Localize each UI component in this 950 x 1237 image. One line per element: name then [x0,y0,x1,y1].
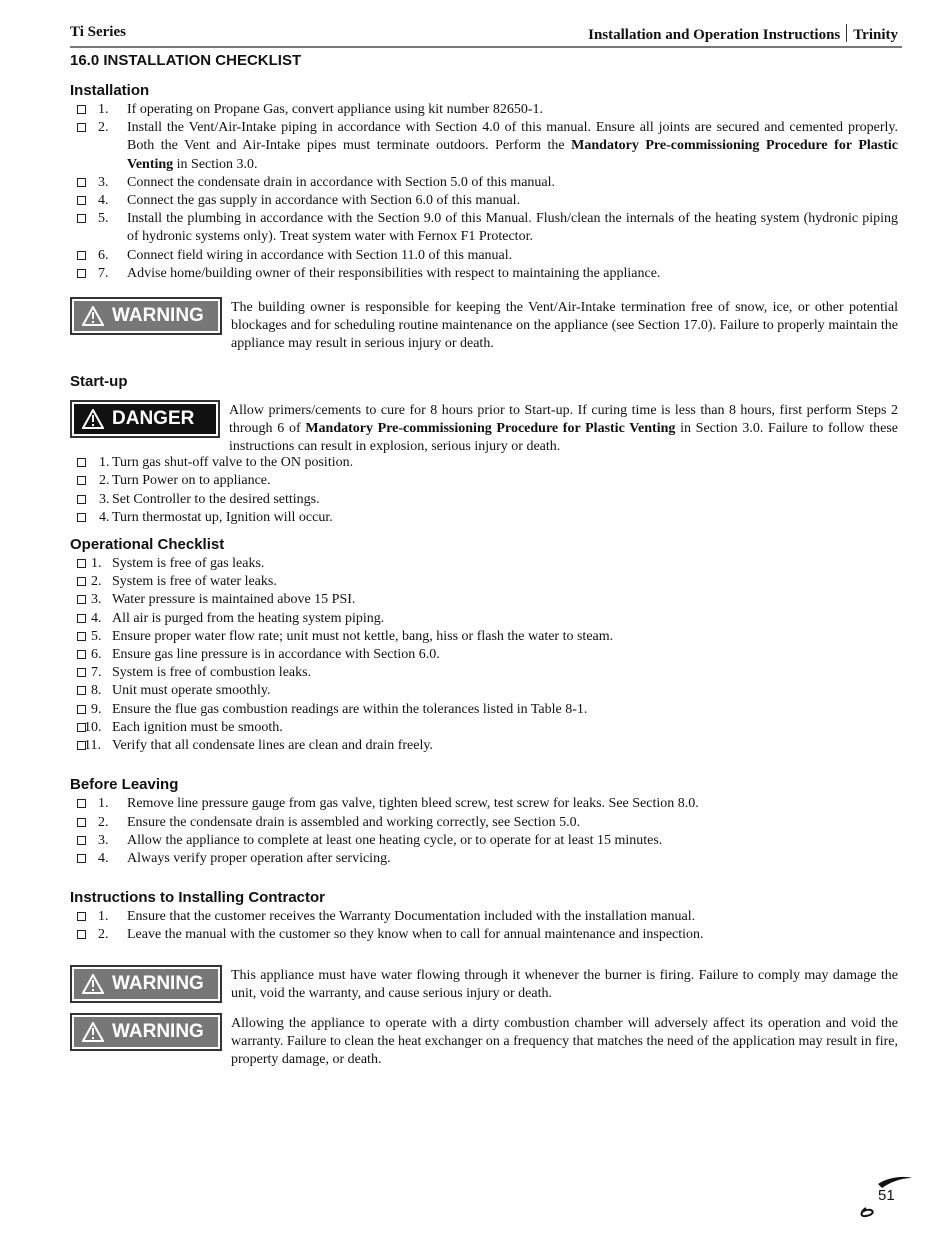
checklist-item [70,491,898,509]
item-number: 4. [99,509,110,525]
header-separator [846,24,847,42]
danger-text: Allow primers/cements to cure for 8 hours prior to Start-up. If curing time is less than 8 hours, first perform Steps 2 through 6 of [229,402,898,436]
checkbox-icon[interactable] [77,650,86,659]
warning-notice-1 [70,297,898,352]
header-series: Ti Series [70,24,126,40]
item-text: If operating on Propane Gas, convert appliance using kit number 82650-1. [127,102,544,117]
contractor-checklist [70,908,898,944]
checkbox-icon[interactable] [77,269,86,278]
item-text: Ensure proper water flow rate; unit must not kettle, bang, hiss or flash the water to steam. [112,628,614,644]
item-text: Leave the manual with the customer so they know when to call for annual maintenance and inspection. [127,927,704,943]
checklist-item [70,454,898,472]
danger-badge [70,400,220,438]
item-number: 4. [98,850,109,866]
item-text: Each ignition must be smooth. [112,719,283,735]
checklist-item [70,908,898,926]
checkbox-icon[interactable] [77,614,86,623]
checkbox-icon[interactable] [77,214,86,223]
checkbox-icon[interactable] [77,686,86,695]
item-number: 11. [84,738,101,754]
page-content [70,51,898,1067]
item-text: Ensure that the customer receives the Warranty Documentation included with the installation manual. [127,909,696,925]
item-text: Set Controller to the desired settings. [112,491,320,507]
checklist-item [70,265,898,283]
checklist-item [70,737,898,755]
checklist-item [70,119,898,174]
item-text-bold: Mandatory Pre-commissioning Procedure for Plastic Venting [127,138,898,172]
installation-checklist [70,101,898,283]
item-number: 1. [99,455,110,471]
item-text: Connect the condensate drain in accordance with Section 5.0 of this manual. [127,174,556,190]
warning-badge [70,1013,222,1051]
warning-text: This appliance must have water flowing through it whenever the burner is firing. Failure to comply may damage the unit, void the warranty, and cause serious injury or death. [231,967,898,1001]
item-text: Ensure the condensate drain is assembled and working correctly, see Section 5.0. [127,814,581,830]
item-text: All air is purged from the heating system piping. [112,610,385,626]
danger-text-bold: Mandatory Pre-commissioning Procedure for Plastic Venting [305,420,676,436]
item-number: 2. [91,574,102,590]
checklist-item [70,850,898,868]
item-number: 1. [91,556,102,572]
checkbox-icon[interactable] [77,513,86,522]
item-text: Connect field wiring in accordance with Section 11.0 of this manual. [127,247,513,263]
item-text: Unit must operate smoothly. [112,683,271,699]
item-text: Install the Vent/Air-Intake piping in accordance with Section 4.0 of this manual. Ensure all joints are secured and cemented properly. Both the Vent and Air-Intake pipes must terminate outdoors. Perform the [127,120,898,154]
item-text: System is free of combustion leaks. [112,665,312,681]
item-number: 7. [91,665,102,681]
installation-heading: Installation [70,82,150,99]
checklist-item [70,610,898,628]
item-number: 10. [84,719,102,735]
checklist-item [70,591,898,609]
danger-notice [70,400,898,455]
item-number: 3. [99,491,110,507]
item-number: 2. [99,473,110,489]
warning-text: Allowing the appliance to operate with a dirty combustion chamber will adversely affect its operation and void the warranty. Failure to clean the heat exchanger on a frequency that matches the need of the application may result in fire, property damage, or death. [231,1015,898,1067]
section-title: 16.0 INSTALLATION CHECKLIST [70,52,302,69]
checkbox-icon[interactable] [77,105,86,114]
warning-triangle-icon [82,409,104,429]
warning-notice-2 [70,965,898,1001]
checklist-item [70,628,898,646]
item-text: Advise home/building owner of their responsibilities with respect to maintaining the appliance. [127,265,661,281]
checklist-item [70,646,898,664]
checkbox-icon[interactable] [77,854,86,863]
warning-label: WARNING [112,305,204,327]
item-text: Ensure the flue gas combustion readings are within the tolerances listed in Table 8-1. [112,701,588,717]
checkbox-icon[interactable] [77,632,86,641]
item-number: 3. [98,174,109,190]
item-text: Turn thermostat up, Ignition will occur. [112,509,333,525]
checklist-item [70,682,898,700]
checkbox-icon[interactable] [77,705,86,714]
item-number: 6. [91,647,102,663]
warning-triangle-icon [82,306,104,326]
checklist-item [70,573,898,591]
checkbox-icon[interactable] [77,595,86,604]
checkbox-icon[interactable] [77,668,86,677]
checklist-item [70,814,898,832]
checklist-item [70,174,898,192]
before-leaving-heading: Before Leaving [70,776,179,794]
item-text: in Section 3.0. [173,156,258,172]
checkbox-icon[interactable] [77,251,86,260]
checklist-item [70,555,898,573]
warning-triangle-icon [82,974,104,994]
warning-text: The building owner is responsible for keeping the Vent/Air-Intake termination free of snow, ice, or other potential blockages and for scheduling routine maintenance on the appliance (see Section 17.0). Failure to properly maintain the appliance may result in serious injury or death. [231,300,898,352]
header-right [588,24,898,44]
operational-heading: Operational Checklist [70,536,225,554]
checkbox-icon[interactable] [77,818,86,827]
item-number: 7. [98,265,109,281]
warning-label: WARNING [112,1020,204,1042]
item-number: 1. [98,909,109,925]
item-text: Water pressure is maintained above 15 PSI. [112,592,356,608]
item-number: 6. [98,247,109,263]
checklist-item [70,664,898,682]
item-text: Verify that all condensate lines are clean and drain freely. [112,738,433,754]
warning-triangle-icon [82,1022,104,1042]
warning-badge [70,297,222,335]
before-leaving-checklist [70,795,898,868]
checklist-item [70,247,898,265]
checklist-item [70,926,898,944]
checklist-item [70,472,898,490]
item-text: System is free of gas leaks. [112,556,265,572]
checklist-item [70,509,898,527]
item-text: Connect the gas supply in accordance with Section 6.0 of this manual. [127,193,521,209]
item-number: 1. [98,796,109,812]
startup-heading: Start-up [70,372,128,390]
item-text: Ensure gas line pressure is in accordance with Section 6.0. [112,647,440,663]
checklist-item [70,795,898,813]
item-number: 2. [98,927,109,943]
warning-badge [70,965,222,1003]
startup-checklist [70,454,898,527]
operational-checklist [70,555,898,755]
item-number: 8. [91,683,102,699]
checklist-item [70,701,898,719]
danger-label: DANGER [112,407,195,429]
checkbox-icon[interactable] [77,912,86,921]
contractor-heading: Instructions to Installing Contractor [70,889,326,907]
item-text: Remove line pressure gauge from gas valve, tighten bleed screw, test screw for leaks. See Section 8.0. [127,796,699,812]
checkbox-icon[interactable] [77,123,86,132]
checklist-item [70,832,898,850]
header-brand: Trinity [853,27,898,43]
item-number: 5. [91,628,102,644]
item-text: Turn Power on to appliance. [112,473,271,489]
item-number: 9. [91,701,102,717]
item-number: 5. [98,211,109,227]
checklist-item [70,101,898,119]
item-number: 3. [98,832,109,848]
item-text: System is free of water leaks. [112,574,277,590]
checkbox-icon[interactable] [77,836,86,845]
warning-notice-3 [70,1013,898,1068]
item-number: 4. [91,610,102,626]
checkbox-icon[interactable] [77,930,86,939]
danger-text: in Section 3.0. Failure to follow these instructions can result in explosion, serious injury or death. [229,420,898,455]
checkbox-icon[interactable] [77,495,86,504]
header-doc-title: Installation and Operation Instructions [588,27,841,43]
item-text: Always verify proper operation after servicing. [127,850,391,866]
checkbox-icon[interactable] [77,458,86,467]
item-number: 3. [91,592,102,608]
page-number: 51 [878,1187,895,1204]
checklist-item [70,192,898,210]
checkbox-icon[interactable] [77,799,86,808]
item-text: Turn gas shut-off valve to the ON position. [112,455,354,471]
checkbox-icon[interactable] [77,559,86,568]
checklist-item [70,210,898,246]
page-header [70,22,902,48]
warning-label: WARNING [112,972,204,994]
checkbox-icon[interactable] [77,476,86,485]
item-text: Allow the appliance to complete at least one heating cycle, or to operate for at least 15 minutes. [127,832,663,848]
checklist-item [70,719,898,737]
item-text: Install the plumbing in accordance with the Section 9.0 of this Manual. Flush/clean the internals of the heating system (hydronic piping of hydronic systems only). Treat system water with Fernox F1 Protector. [127,211,898,245]
checkbox-icon[interactable] [77,577,86,586]
checkbox-icon[interactable] [77,178,86,187]
item-number: 1. [98,102,109,117]
item-number: 4. [98,193,109,209]
item-number: 2. [98,120,109,136]
checkbox-icon[interactable] [77,196,86,205]
item-number: 2. [98,814,109,830]
